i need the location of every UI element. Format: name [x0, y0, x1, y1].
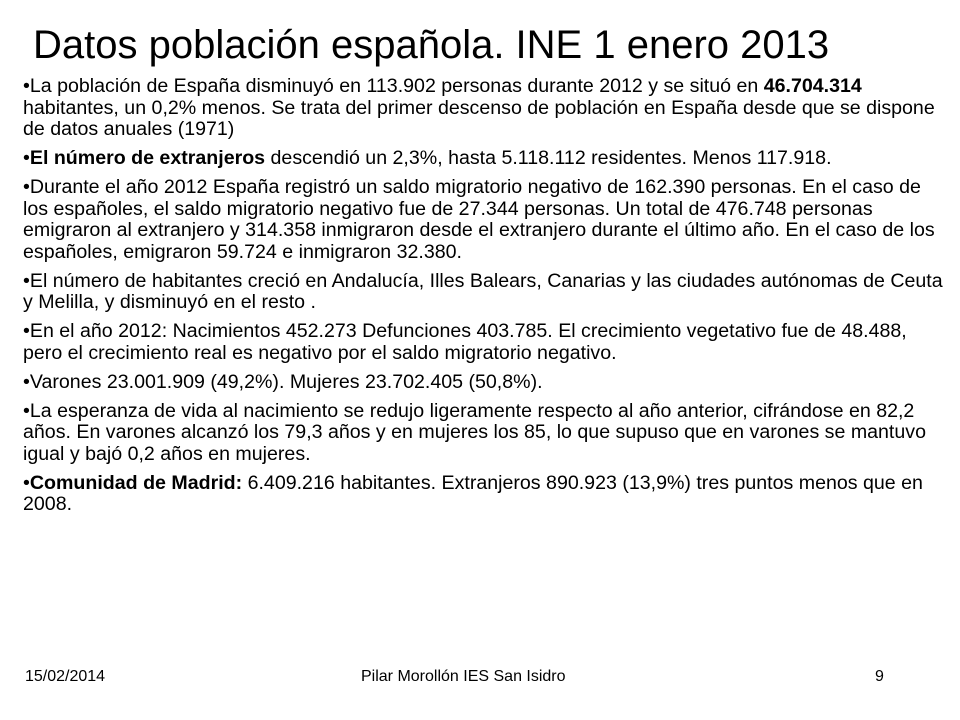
bullet-marker: •: [23, 75, 30, 97]
bullet-marker: •: [23, 176, 30, 198]
bullet-item: [23, 473, 943, 516]
bullet-highlight: El número de extranjeros: [29, 147, 266, 169]
bullet-text: La población de España disminuyó en 113.902 personas durante 2012 y se situó en: [29, 75, 764, 97]
bullet-marker: •: [23, 399, 30, 422]
page-number: 9: [875, 668, 884, 685]
bullet-item: [23, 177, 943, 263]
bullet-highlight: 46.704.314: [763, 75, 862, 97]
bullet-marker: •: [23, 269, 30, 292]
bullet-marker: •: [23, 370, 30, 393]
bullet-item: [23, 271, 943, 314]
footer-date: 15/02/2014: [25, 668, 106, 685]
bullet-item: [23, 401, 943, 466]
bullet-text: 6.409.216 habitantes. Extranjeros 890.923 (13,9%) tres puntos menos que en 2008.: [23, 471, 923, 515]
bullet-marker: •: [23, 471, 30, 494]
bullet-highlight: Comunidad de Madrid:: [29, 471, 243, 494]
bullet-text: La esperanza de vida al nacimiento se redujo ligeramente respecto al año anterior, cifrándose en 82,2 años. En varones alcanzó los 79,3 años y en mujeres los 85, lo que supuso que en varones se mantuvo igual y bajó 0,2 años en mujeres.: [23, 399, 926, 465]
bullet-text: habitantes, un 0,2% menos. Se trata del primer descenso de población en España desde que se dispone de datos anuales (1971): [23, 96, 935, 140]
bullet-item: [23, 321, 943, 364]
bullet-item: [23, 148, 943, 170]
bullet-text: Durante el año 2012 España registró un saldo migratorio negativo de 162.390 personas. En el caso de los españoles, el saldo migratorio negativo fue de 27.344 personas. Un total de 476.748 personas emigraron al extranjero y 314.358 inmigraron desde el extranjero durante el último año. En el caso de los españoles, emigraron 59.724 e inmigraron 32.380.: [23, 176, 935, 263]
bullet-marker: •: [23, 147, 30, 169]
bullet-text: En el año 2012: Nacimientos 452.273 Defunciones 403.785. El crecimiento vegetativo fue de 48.488, pero el crecimiento real es negativo por el saldo migratorio negativo.: [23, 320, 907, 364]
bullet-text: Varones 23.001.909 (49,2%). Mujeres 23.702.405 (50,8%).: [29, 370, 543, 393]
footer-author: Pilar Morollón IES San Isidro: [361, 668, 566, 685]
bullet-item: [23, 76, 943, 141]
bullet-text: descendió un 2,3%, hasta 5.118.112 residentes. Menos 117.918.: [265, 147, 832, 169]
bullet-marker: •: [23, 320, 30, 342]
bullet-text: El número de habitantes creció en Andalucía, Illes Balears, Canarias y las ciudades autónomas de Ceuta y Melilla, y disminuyó en el resto .: [23, 269, 943, 313]
slide-title: Datos población española. INE 1 enero 2013: [33, 23, 830, 67]
bullet-list: [23, 76, 943, 523]
bullet-item: [23, 372, 943, 394]
